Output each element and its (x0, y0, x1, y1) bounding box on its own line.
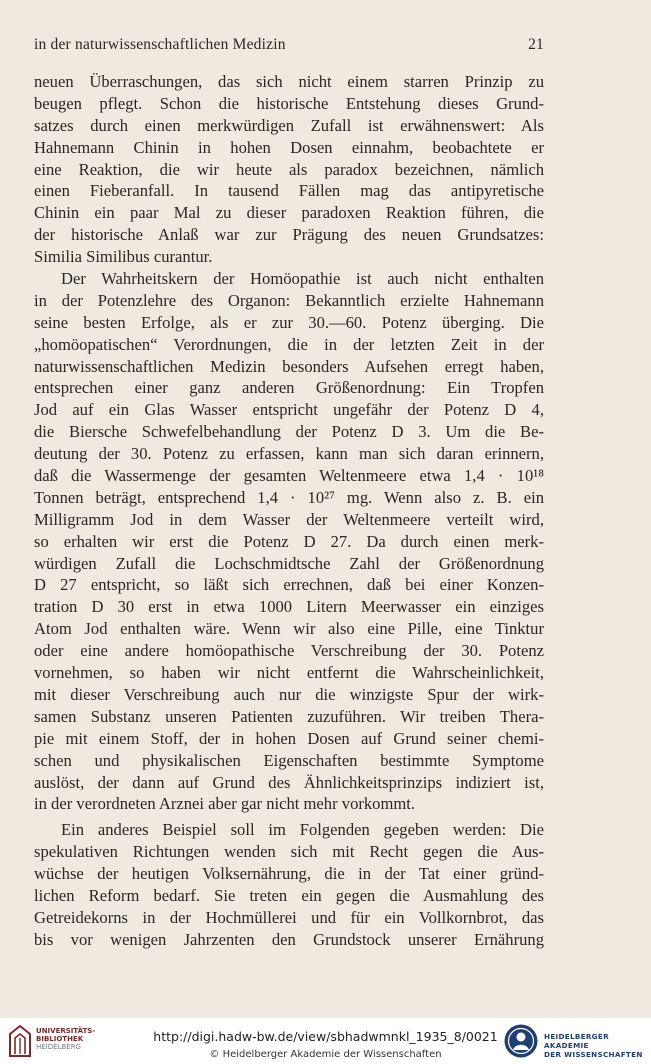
text-line: naturwissenschaftlichen Medizin besonders Aufsehen erregt haben, (34, 356, 544, 376)
text-line: eine Reaktion, die wir heute als paradox bezeichnen, nämlich (34, 159, 544, 179)
text-line: die Biersche Schwefelbehandlung der Potenz D 3. Um die Be- (34, 422, 544, 442)
text-line: in der Potenzlehre des Organon: Bekanntlich erzielte Hahnemann (34, 290, 544, 310)
text-line: neuen Überraschungen, das sich nicht einem starren Prinzip zu (34, 72, 544, 91)
academy-seal-icon (503, 1023, 539, 1059)
text-line: Tonnen beträgt, entsprechend 1,4 · 10²⁷ mg. Wenn also z. B. ein (34, 487, 544, 507)
text-line: Hahnemann Chinin in hohen Dosen einnahm, beobachtete er (34, 137, 544, 157)
page-number: 21 (528, 36, 544, 53)
text-line: tration D 30 erst in etwa 1000 Litern Meerwasser ein einziges (34, 597, 544, 617)
paragraph-start-line: Ein anderes Beispiel soll im Folgenden gegeben werden: Die (61, 820, 544, 840)
body-text (34, 71, 544, 951)
text-line: satzes durch einen merkwürdigen Zufall ist erwähnenswert: Als (34, 115, 544, 135)
academy-line-2: DER WISSENSCHAFTEN (544, 1050, 643, 1059)
library-name: UNIVERSITÄTS- BIBLIOTHEK (36, 1027, 96, 1043)
running-head (34, 36, 544, 58)
text-line: auslöst, der dann auf Grund des Ähnlichkeitsprinzips indiziert ist, (34, 772, 544, 792)
permalink-url[interactable]: http://digi.hadw-bw.de/view/sbhadwmnkl_1935_8/0021 (153, 1029, 498, 1044)
text-line: entsprechen einer ganz anderen Größenordnung: Ein Tropfen (34, 378, 544, 398)
copyright-notice: © Heidelberger Akademie der Wissenschaften (209, 1049, 442, 1060)
text-line: bis vor wenigen Jahrzenten den Grundstock unserer Ernährung (34, 929, 544, 949)
text-line: „homöopatischen“ Verordnungen, die in der letzten Zeit in der (34, 334, 544, 354)
text-line: der historische Anlaß war zur Prägung des neuen Grundsatzes: (34, 225, 544, 245)
text-line: samen Substanz unseren Patienten zuzuführen. Wir treiben Thera- (34, 706, 544, 726)
running-title: in der naturwissenschaftlichen Medizin (34, 36, 286, 53)
text-line: deutung der 30. Potenz zu erfassen, kann man sich daran erinnern, (34, 444, 544, 464)
digitization-footer (0, 1018, 651, 1064)
text-line: so erhalten wir erst die Potenz D 27. Da durch einen merk- (34, 531, 544, 551)
academy-line-1: HEIDELBERGER AKADEMIE (544, 1032, 609, 1050)
text-line: D 27 entspricht, so läßt sich errechnen, daß bei einer Konzen- (34, 575, 544, 595)
text-line: Milligramm Jod in dem Wasser der Weltenmeere verteilt wird, (34, 509, 544, 529)
text-line: Chinin ein paar Mal zu dieser paradoxen Reaktion führen, die (34, 203, 544, 223)
text-line: würdigen Zufall die Lochschmidtsche Zahl der Größenordnung (34, 553, 544, 573)
text-line: daß die Wassermenge der gesamten Weltenmeere etwa 1,4 · 10¹⁸ (34, 466, 544, 486)
text-line: Jod auf ein Glas Wasser entspricht ungefähr der Potenz D 4, (34, 400, 544, 420)
text-line: Getreidekorns in der Hochmüllerei und für ein Vollkornbrot, das (34, 907, 544, 927)
text-line: mit dieser Verschreibung auch nur die winzigste Spur der wirk- (34, 684, 544, 704)
text-line: schen und physikalischen Eigenschaften bestimmte Symptome (34, 750, 544, 770)
text-line: beugen pflegt. Schon die historische Entstehung dieses Grund- (34, 93, 544, 113)
text-line: lichen Reform bedarf. Sie treten ein gegen die Ausmahlung des (34, 885, 544, 905)
paragraph-start-line: Der Wahrheitskern der Homöopathie ist auch nicht enthalten (61, 269, 544, 289)
text-line: pie mit einem Stoff, der in hohen Dosen auf Grund seiner chemi- (34, 728, 544, 748)
text-line: Similia Similibus curantur. (34, 247, 213, 267)
text-line: einen Fieberanfall. In tausend Fällen mag das antipyretische (34, 181, 544, 201)
text-line: Atom Jod enthalten wäre. Wenn wir also eine Pille, eine Tinktur (34, 619, 544, 639)
text-line: vornehmen, so haben wir nicht entfernt die Wahrscheinlichkeit, (34, 663, 544, 683)
text-line: wüchse der heutigen Volksernährung, die in der Tat einer gründ- (34, 864, 544, 884)
text-line: oder eine andere homöopathische Verschreibung der 30. Potenz (34, 641, 544, 661)
academy-name (544, 1032, 651, 1059)
text-line: in der verordneten Arznei aber gar nicht mehr vorkommt. (34, 794, 416, 814)
text-line: spekulativen Richtungen wenden sich mit Recht gegen die Aus- (34, 842, 544, 862)
library-city: HEIDELBERG (36, 1043, 81, 1051)
text-line: seine besten Erfolge, als er zur 30.—60. Potenz überging. Die (34, 312, 544, 332)
